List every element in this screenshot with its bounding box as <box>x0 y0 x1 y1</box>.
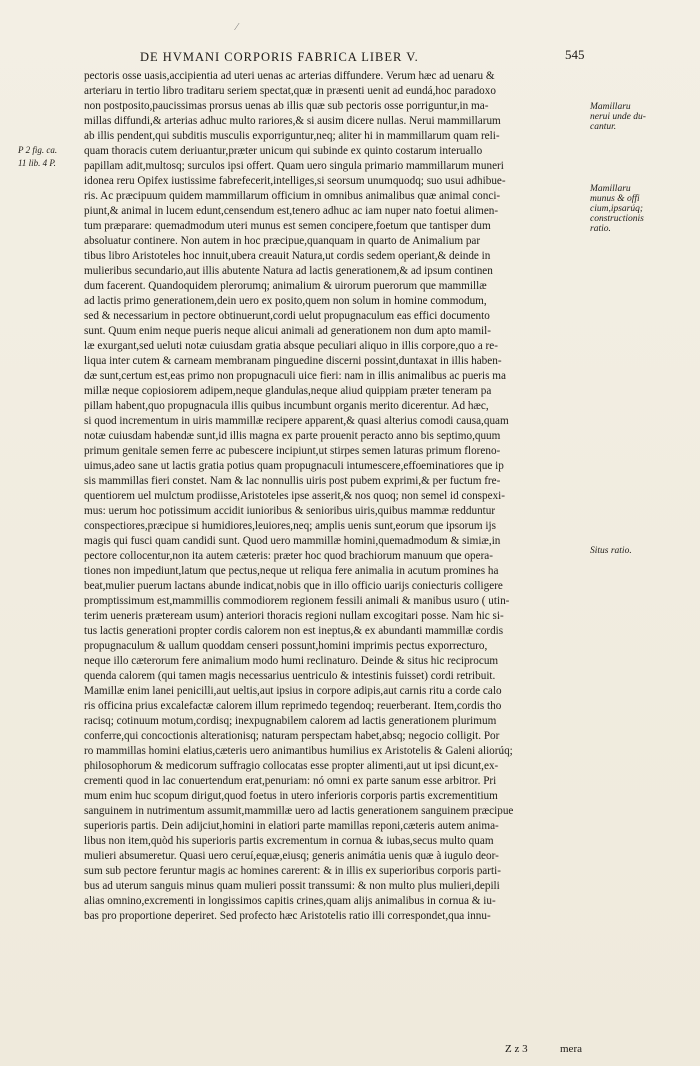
text-line: libus non item,quòd his superioris partis excrementum in cornua & iubas,secus multo quam <box>84 835 494 847</box>
text-line: piunt,& animal in lucem edunt,censendum est,tenero adhuc ac iam nuper nato foetui alimen- <box>84 205 499 217</box>
text-line: dæ sunt,certum est,eas primo non propugnaculi uice fieri: nam in illis animalibus ac pueris ma <box>84 370 506 382</box>
text-line: propugnaculum & uallum quoddam censeri possunt,homini imprimis pectus exporrecturo, <box>84 640 488 652</box>
signature-mark: Z z 3 <box>505 1043 528 1055</box>
text-line: terim ueneris præteream usum) anteriori thoracis regioni nullam excogitari posse. Nam hic si- <box>84 610 504 622</box>
text-line: si quod incrementum in uiris mammillæ recipere apparent,& quasi alterius comodi causa,quam <box>84 415 509 427</box>
text-line: arteriaru in tertio libro traditaru seriem spectat,quæ in præsenti uenit ad eundá,hoc paradoxo <box>84 85 496 97</box>
text-line: crementi quod in lac conuertendum erat,penuriam: nó omni ex parte sanum esse arbitror. Pri <box>84 775 497 787</box>
text-line: bus ad uterum sanguis minus quam mulieri possit transsumi: & non multo plus mulieri,depili <box>84 880 500 892</box>
text-line: millæ neque copiosiorem adipem,neque glandulas,neque aliud quippiam præter teneram pa <box>84 385 492 397</box>
text-line: quenda calorem (qui tamen magis necessarius uentriculo & intestinis fuisset) cordi retribuit. <box>84 670 496 682</box>
text-line: sum sub pectore feruntur magis ac homines carerent: & in illis ex superioribus corporis parti- <box>84 865 501 877</box>
text-line: quam thoracis cutem deriuantur,præter unicum qui subinde ex quinto costarum interuallo <box>84 145 483 157</box>
text-line: sunt. Quum enim neque pueris neque alicui animali ad generationem non dum apto mamil- <box>84 325 491 337</box>
page-number: 545 <box>565 47 585 62</box>
text-line: mulieribus secundario,aut illis abutente Natura ad lactis generationem,& ad ipsum continen <box>84 265 493 277</box>
text-line: neque illo cæterorum fere animalium modo humi reclinaturo. Deinde & situs hic reciprocum <box>84 655 499 667</box>
text-line: uimus,adeo sane ut lactis gratia potius quam propugnaculi intumescere,effoeminatiores que ip <box>84 460 504 472</box>
text-line: tibus libro Aristoteles hoc innuit,ubera creauit Natura,ut cordis sedem operiant,& deinde in <box>84 250 491 262</box>
text-line: Mamillæ enim lanei penicilli,aut ueltis,aut ipsius in corpore adipis,aut carnis ritu a corde calo <box>84 685 502 697</box>
text-line: dum facerent. Quandoquidem plerorumq; animalium & uirorum puerorum que mammillæ <box>84 280 487 292</box>
margin-note-position: Situs ratio. <box>590 546 632 556</box>
text-line: millas diffundi,& arterias adhuc multo rariores,& si ausim dicere nullas. Nerui mammillarum <box>84 115 501 127</box>
margin-note-nerves: Mamillaru nerui unde du- cantur. <box>590 102 646 132</box>
body-text <box>84 69 584 924</box>
text-line: læ exurgant,sed ueluti notæ cuiusdam gratia absque peculiari aliquo in illis corpore,quo a re- <box>84 340 498 352</box>
text-line: philosophorum & medicorum suffragio collocatas esse propter alimenti,aut ut ipsi dicunt,ex- <box>84 760 499 772</box>
text-line: idonea reru Opifex iustissime fabrefecerit,intelliges,si seorsum unumquodq; suo usui adhibue- <box>84 175 506 187</box>
text-line: sanguinem in nutrimentum assumit,mammillæ uero ad lactis generationem sanguinem præcipue <box>84 805 514 817</box>
book-reference-note: 11 lib. 4 P. <box>18 158 56 168</box>
text-line: quentiorem uel mulctum prodiisse,Aristoteles ipse asserit,& nos quoq; non semel id conspexi- <box>84 490 506 502</box>
text-line: primum genitale semen ferre ac pubescere incipiunt,ut stirpes semen laturas primum floreno- <box>84 445 501 457</box>
text-line: tiones non impediunt,latum que pectus,neque ut reliqua fere animalia in acutum promines ha <box>84 565 499 577</box>
text-line: ro mammillas homini elatius,cæteris uero animantibus humilius ex Aristotelis & Galeni aliorúq; <box>84 745 513 757</box>
printer-mark: ⁄ <box>236 22 238 33</box>
catchword: mera <box>560 1043 582 1055</box>
text-line: sed & necessarium in pectore obtinuerunt,cordi uelut propugnaculum eas effici documento <box>84 310 490 322</box>
text-line: mus: uerum hoc potissimum accidit iunioribus & senioribus uiris,quibus mammæ redduntur <box>84 505 496 517</box>
figure-reference-note: P 2 fig. ca. <box>18 145 58 155</box>
text-line: notæ cuiusdam habendæ sunt,id illis magna ex parte prouenit peracto anno bis septimo,quum <box>84 430 501 442</box>
text-line: ad lactis primo generationem,dein uero ex posito,quem non solum in homine commodum, <box>84 295 487 307</box>
text-line: absoluatur continere. Non autem in hoc præcipue,quanquam in quarto de Animalium par <box>84 235 481 247</box>
running-title: DE HVMANI CORPORIS FABRICA LIBER V. <box>140 50 419 64</box>
text-line: racisq; cotinuum motum,cordisq; inexpugnabilem calorem ad lactis generationem plurimum <box>84 715 497 727</box>
text-line: ris officina prius excalefactæ calorem illum reprimedo tegendoq; reuerberant. Item,cordis tho <box>84 700 502 712</box>
text-line: tus lactis generationi propter cordis calorem non est ineptus,& ex abundanti mammillæ cordis <box>84 625 504 637</box>
text-line: conspectiores,præcipue si humidiores,leuiores,neq; amplis uenis sunt,eorum que ipsorum ijs <box>84 520 497 532</box>
text-line: bas pro proportione deperiret. Sed profecto hæc Aristotelis ratio illi correspondet,qua innu- <box>84 910 491 922</box>
margin-note-function: Mamillaru munus & offi cium,ipsarúq; constructionis ratio. <box>590 184 644 234</box>
text-line: alias omnino,excrementi in longissimos capitis crines,quam alijs animalibus in cornua & iu- <box>84 895 496 907</box>
text-line: ris. Ac præcipuum quidem mammillarum officium in omnibus animalibus quæ animal conci- <box>84 190 501 202</box>
text-line: beat,mulier puerum lactans abunde indicat,nobis que in illo officio uarijs coniecturis colligere <box>84 580 503 592</box>
text-line: pillam habent,quo propugnacula illis quibus incumbunt organis merito dicerentur. Ad hæc, <box>84 400 489 412</box>
text-line: conferre,qui concoctionis alterationisq; naturam perspectam habet,absq; negocio colligit. Por <box>84 730 500 742</box>
text-line: mum enim huc scopum dirigut,quod foetus in utero inferioris corporis partis excrementitium <box>84 790 498 802</box>
text-line: liqua inter cutem & carneam membranam pinguedine discerni possint,duntaxat in illis haben- <box>84 355 502 367</box>
text-line: sis mammillas fieri constet. Nam & lac nonnullis uiris post pubem exprimi,& per fuctum fre- <box>84 475 501 487</box>
text-line: superioris partis. Dein adijciut,homini in elatiori parte mamillas reponi,cæteris autem anima- <box>84 820 499 832</box>
text-line: pectore collocentur,non ita autem cæteris: præter hoc quod brachiorum manuum que opera- <box>84 550 493 562</box>
text-line: tum præparare: quemadmodum uteri munus est semen concipere,foetum que tantisper dum <box>84 220 491 232</box>
text-line: pectoris osse uasis,accipientia ad uteri uenas ac arterias diffundere. Verum hæc ad uenaru & <box>84 70 495 82</box>
text-line: papillam adit,multosq; surculos ipsi offert. Quam uero singula primario mammillarum muneri <box>84 160 504 172</box>
text-line: ab illis pendent,qui subditis musculis exporriguntur,neq; aliter hi in mammillarum quam reli- <box>84 130 500 142</box>
text-line: mulieri absumeretur. Quasi uero ceruí,equæ,eiusq; generis animátia uenis quæ à iugulo deor- <box>84 850 499 862</box>
text-line: promptissimum est,mammillis commodiorem regionem fessili animali & manibus usuro ( utin- <box>84 595 510 607</box>
text-line: magis qui fusci quam candidi sunt. Quod uero mammillæ homini,quemadmodum & simiæ,in <box>84 535 501 547</box>
text-line: non postposito,paucissimas prorsus uenas ab illis quæ sub pectoris osse porriguntur,in ma- <box>84 100 489 112</box>
